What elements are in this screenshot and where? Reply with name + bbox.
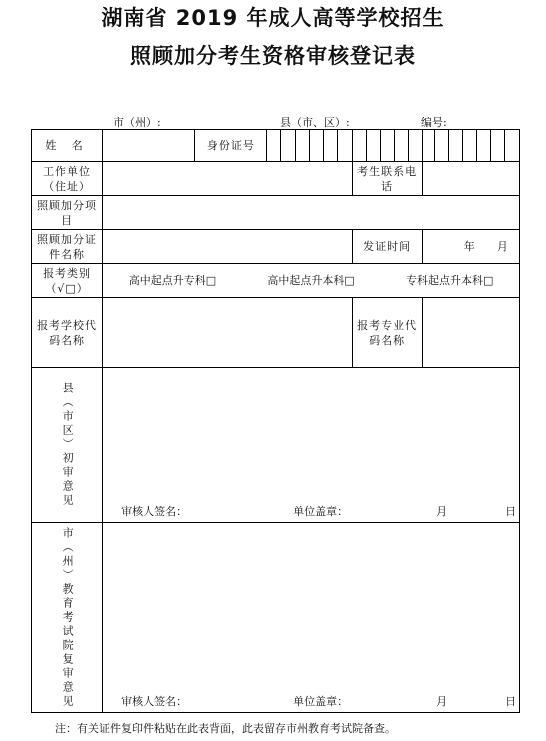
footer-note: 注：有关证件复印件粘贴在此表背面，此表留存市州教育考试院备查。 bbox=[55, 722, 396, 735]
id-digit-cell[interactable] bbox=[323, 130, 337, 162]
serial-number-label: 编号: bbox=[421, 116, 447, 129]
county-review-opinion-cell[interactable] bbox=[103, 368, 520, 523]
name-label: 姓 名 bbox=[32, 130, 103, 162]
city-field-label: 市（州）: bbox=[113, 116, 161, 129]
id-digit-cell[interactable] bbox=[422, 130, 434, 162]
city-review-label: 市（州）教育考试院复审意见 bbox=[61, 526, 75, 709]
bonus-item-label: 照顾加分项目 bbox=[32, 196, 103, 230]
id-digit-cell[interactable] bbox=[434, 130, 448, 162]
county-month-label: 月 bbox=[436, 505, 448, 518]
city-unit-seal-label: 单位盖章： bbox=[293, 695, 349, 708]
id-digit-cell[interactable] bbox=[448, 130, 462, 162]
option-college-to-bachelor[interactable]: 专科起点升本科□ bbox=[405, 274, 494, 287]
school-code-label: 报考学校代码名称 bbox=[32, 298, 103, 368]
id-digit-cell[interactable] bbox=[295, 130, 309, 162]
city-day-label: 日 bbox=[505, 695, 517, 708]
major-code-input-cell[interactable] bbox=[422, 298, 519, 368]
id-digit-cell[interactable] bbox=[408, 130, 422, 162]
id-digit-cell[interactable] bbox=[380, 130, 394, 162]
county-review-label: 县（市区）初审意见 bbox=[61, 382, 75, 508]
id-digit-cell[interactable] bbox=[504, 130, 519, 162]
id-digit-cell[interactable] bbox=[490, 130, 504, 162]
county-review-signature-row bbox=[103, 504, 519, 518]
city-review-label-cell bbox=[32, 523, 103, 713]
name-input-cell[interactable] bbox=[103, 130, 195, 162]
id-digit-cell[interactable] bbox=[476, 130, 490, 162]
id-digit-cell[interactable] bbox=[366, 130, 380, 162]
category-label: 报考类别（√□） bbox=[32, 264, 103, 298]
id-digit-cell[interactable] bbox=[337, 130, 352, 162]
issue-time-label: 发证时间 bbox=[352, 230, 422, 264]
issue-time-input-cell[interactable] bbox=[422, 230, 519, 264]
school-code-input-cell[interactable] bbox=[103, 298, 352, 368]
form-title-line-2: 照顾加分考生资格审核登记表 bbox=[130, 44, 416, 68]
city-month-label: 月 bbox=[436, 695, 448, 708]
id-digit-cell[interactable] bbox=[352, 130, 366, 162]
city-review-signature-row bbox=[103, 694, 519, 708]
id-digit-cell[interactable] bbox=[394, 130, 408, 162]
county-field-label: 县（市、区）: bbox=[280, 116, 350, 129]
phone-input-cell[interactable] bbox=[422, 162, 519, 196]
year-label: 年 bbox=[463, 240, 475, 253]
city-review-opinion-cell[interactable] bbox=[103, 523, 520, 713]
certificate-name-input-cell[interactable] bbox=[103, 230, 352, 264]
bonus-item-input-cell[interactable] bbox=[103, 196, 520, 230]
county-day-label: 日 bbox=[505, 505, 517, 518]
registration-table bbox=[31, 129, 520, 713]
id-number-label: 身份证号 bbox=[195, 130, 267, 162]
workplace-label: 工作单位（住址） bbox=[32, 162, 103, 196]
month-label: 月 bbox=[496, 240, 508, 253]
county-review-label-cell bbox=[32, 368, 103, 523]
option-hs-to-bachelor[interactable]: 高中起点升本科□ bbox=[267, 274, 355, 287]
phone-label: 考生联系电话 bbox=[352, 162, 422, 196]
major-code-label: 报考专业代码名称 bbox=[352, 298, 422, 368]
certificate-name-label: 照顾加分证件名称 bbox=[32, 230, 103, 264]
id-digit-cell[interactable] bbox=[462, 130, 476, 162]
id-digit-cell[interactable] bbox=[281, 130, 295, 162]
county-unit-seal-label: 单位盖章： bbox=[293, 505, 349, 518]
option-hs-to-junior-college[interactable]: 高中起点升专科□ bbox=[128, 274, 217, 287]
workplace-input-cell[interactable] bbox=[103, 162, 352, 196]
id-digit-cell[interactable] bbox=[267, 130, 281, 162]
category-options-cell bbox=[103, 264, 520, 298]
id-digit-cell[interactable] bbox=[309, 130, 323, 162]
form-title-line-1: 湖南省 2019 年成人高等学校招生 bbox=[101, 6, 445, 30]
city-reviewer-signature-label: 审核人签名： bbox=[121, 695, 188, 708]
county-reviewer-signature-label: 审核人签名： bbox=[121, 505, 188, 518]
